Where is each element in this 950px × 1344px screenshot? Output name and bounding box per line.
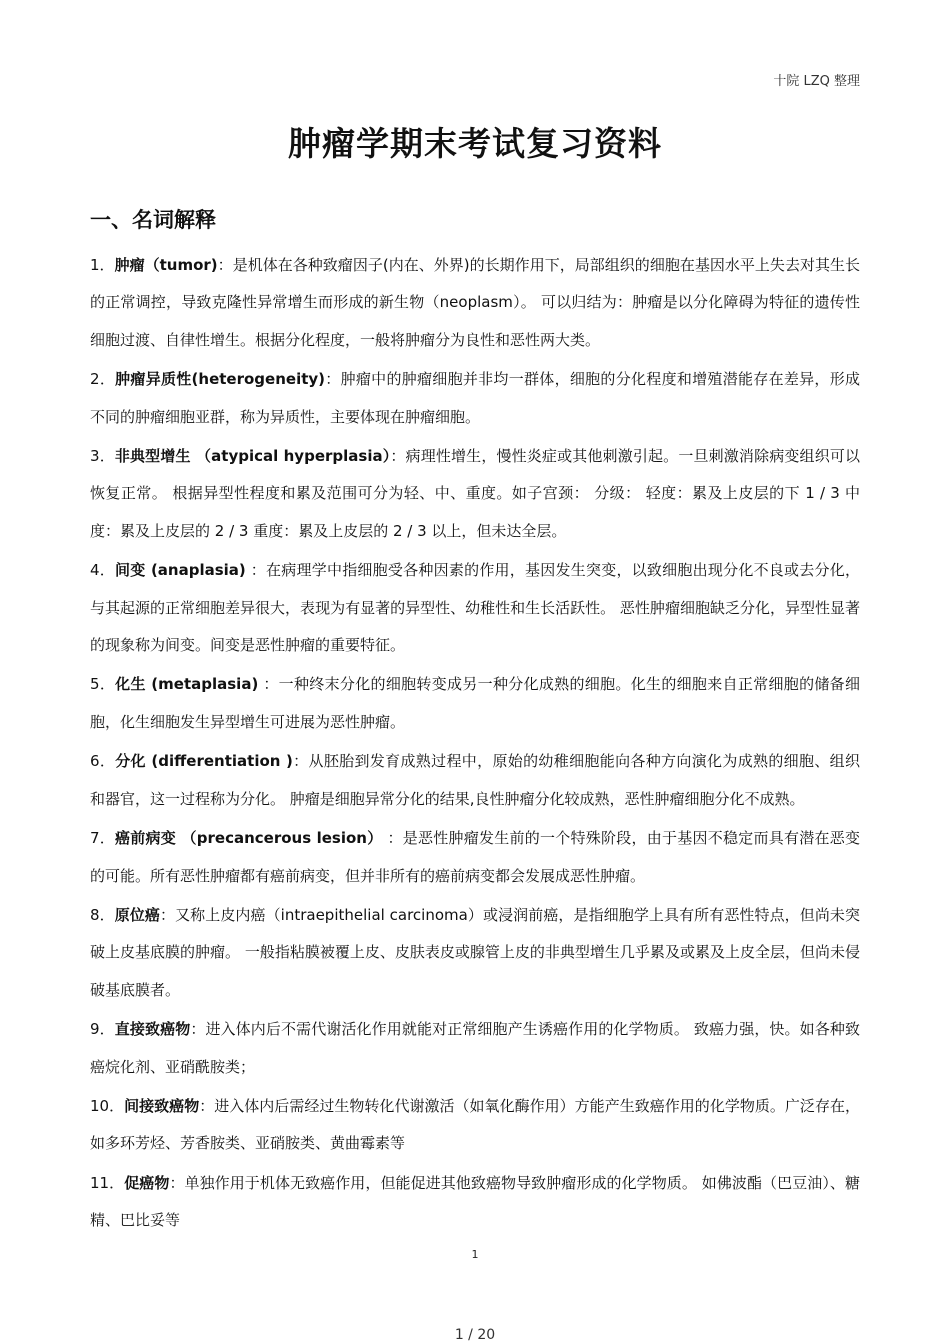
entry-number: 9．: [90, 1020, 115, 1039]
entry-number: 10．: [90, 1096, 125, 1115]
entry-term: 促癌物: [124, 1173, 170, 1192]
page-number: 1: [471, 1248, 479, 1261]
entry-definition: ：病理性增生，慢性炎症或其他刺激引起。一旦刺激消除病变组织可以恢复正常。 根据异型性程度和累及范围可分为轻、中、重度。如子宫颈： 分级： 轻度：累及上皮层的下 1 / 3 中度：累及上皮层的 2 / 3 重度：累及上皮层的 2 / 3 以上，但未达全层。: [90, 447, 860, 540]
entry-term: 肿瘤异质性(heterogeneity): [115, 370, 326, 389]
definition-entry: [90, 1011, 860, 1086]
definition-entry: [90, 743, 860, 818]
entry-definition: ：在病理学中指细胞受各种因素的作用，基因发生突变，以致细胞出现分化不良或去分化，与其起源的正常细胞差异很大，表现为有显著的异型性、幼稚性和生长活跃性。 恶性肿瘤细胞缺乏分化，异型性显著的现象称为间变。间变是恶性肿瘤的重要特征。: [90, 561, 860, 655]
entry-number: 8．: [90, 905, 115, 924]
entry-term: 间接致癌物: [124, 1096, 200, 1115]
entry-number: 7．: [90, 829, 116, 848]
document-title: 肿瘤学期末考试复习资料: [288, 124, 662, 163]
definition-entry: [90, 361, 860, 436]
entry-term: 癌前病变 （precancerous lesion）: [115, 829, 383, 848]
entry-number: 11．: [90, 1173, 125, 1192]
entry-number: 1．: [90, 256, 115, 274]
entry-definition: ：从胚胎到发育成熟过程中，原始的幼稚细胞能向各种方向演化为成熟的细胞、组织和器官，这一过程称为分化。 肿瘤是细胞异常分化的结果,良性肿瘤分化较成熟，恶性肿瘤细胞分化不成熟。: [90, 752, 860, 808]
entry-definition: ：肿瘤中的肿瘤细胞并非均一群体，细胞的分化程度和增殖潜能存在差异，形成不同的肿瘤细胞亚群，称为异质性，主要体现在肿瘤细胞。: [90, 370, 860, 426]
entry-definition: ：进入体内后不需代谢活化作用就能对正常细胞产生诱癌作用的化学物质。 致癌力强，快。如各种致癌烷化剂、亚硝酰胺类；: [90, 1020, 860, 1076]
entry-definition: ：单独作用于机体无致癌作用，但能促进其他致癌物导致肿瘤形成的化学物质。 如佛波酯（巴豆油）、糖精、巴比妥等: [90, 1173, 860, 1230]
entry-term: 分化 (differentiation ): [115, 752, 293, 771]
definition-entry: [90, 1165, 860, 1240]
entry-term: 化生 (metaplasia): [115, 675, 259, 694]
entry-definition: ：一种终末分化的细胞转变成另一种分化成熟的细胞。化生的细胞来自正常细胞的储备细胞，化生细胞发生异型增生可进展为恶性肿瘤。: [90, 675, 860, 731]
definition-entry: [90, 666, 860, 741]
definition-list: [90, 247, 860, 1242]
entry-number: 3．: [90, 447, 115, 466]
definition-entry: [90, 438, 860, 550]
entry-term: 肿瘤（tumor): [114, 256, 218, 274]
entry-number: 2．: [90, 370, 116, 389]
entry-number: 4．: [90, 561, 116, 580]
entry-term: 非典型增生 （atypical hyperplasia）: [114, 447, 391, 466]
entry-number: 5．: [90, 675, 116, 694]
definition-entry: [90, 1088, 860, 1163]
definition-entry: [90, 247, 860, 359]
definition-entry: [90, 897, 860, 1009]
header-note: 十院 LZQ 整理: [773, 74, 860, 89]
entry-definition: ：又称上皮内癌（intraepithelial carcinoma）或浸润前癌，是指细胞学上具有所有恶性特点，但尚未突破上皮基底膜的肿瘤。 一般指粘膜被覆上皮、皮肤表皮或腺管上皮的非典型增生几乎累及或累及上皮全层，但尚未侵破基底膜者。: [90, 905, 861, 999]
entry-term: 间变 (anaplasia): [115, 561, 246, 580]
viewer-page-indicator: 1 / 20: [454, 1327, 496, 1343]
entry-number: 6．: [90, 752, 116, 771]
entry-term: 原位癌: [114, 905, 160, 924]
entry-definition: ：是恶性肿瘤发生前的一个特殊阶段，由于基因不稳定而具有潜在恶变的可能。所有恶性肿瘤都有癌前病变，但并非所有的癌前病变都会发展成恶性肿瘤。: [90, 829, 860, 885]
entry-definition: ：是机体在各种致瘤因子(内在、外界)的长期作用下，局部组织的细胞在基因水平上失去对其生长的正常调控，导致克隆性异常增生而形成的新生物（neoplasm）。 可以归结为：肿瘤是以分化障碍为特征的遗传性细胞过渡、自律性增生。根据分化程度，一般将肿瘤分为良性和恶性两大类。: [90, 256, 860, 349]
definition-entry: [90, 552, 860, 664]
entry-term: 直接致癌物: [114, 1020, 191, 1039]
section-heading: 一、名词解释: [90, 208, 216, 232]
definition-entry: [90, 820, 860, 895]
entry-definition: ：进入体内后需经过生物转化代谢激活（如氧化酶作用）方能产生致癌作用的化学物质。广泛存在，如多环芳烃、芳香胺类、亚硝胺类、黄曲霉素等: [90, 1096, 860, 1153]
